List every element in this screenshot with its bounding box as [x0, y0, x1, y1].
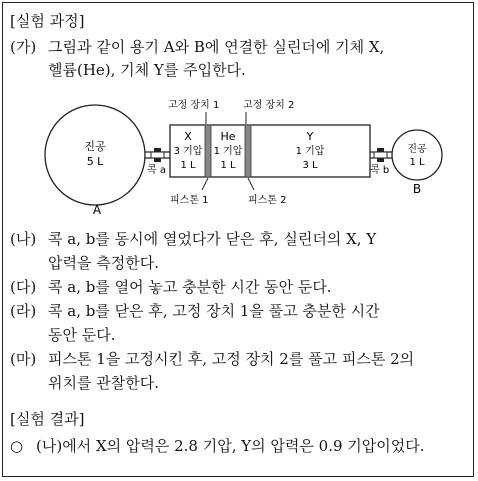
gas-y-pressure: 1 기압	[295, 146, 325, 157]
gas-y-name: Y	[306, 130, 314, 143]
step-na-line2: 압력을 측정한다.	[48, 254, 159, 272]
vessel-a-name: A	[92, 203, 102, 217]
vessel-a-label2: 5 L	[86, 155, 104, 168]
gas-x-pressure: 3 기압	[173, 146, 203, 157]
step-ra	[10, 302, 380, 320]
gas-he-name: He	[220, 130, 236, 143]
fix-1-label: 고정 장치 1	[168, 100, 220, 111]
piston-1-label: 피스톤 1	[170, 195, 209, 206]
apparatus-diagram	[0, 92, 478, 222]
procedure-heading: [실험 과정]	[10, 12, 85, 30]
valve-b-icon	[374, 148, 387, 162]
step-ma-line1: 피스톤 1을 고정시킨 후, 고정 장치 2를 풀고 피스톤 2의	[48, 350, 415, 368]
vessel-b-name: B	[412, 182, 422, 196]
step-da-line1: 콕 a, b를 열어 놓고 충분한 시간 동안 둔다.	[48, 278, 332, 296]
gas-y-volume: 3 L	[302, 160, 318, 171]
valve-b-label: 콕 b	[370, 165, 390, 176]
step-na	[10, 230, 376, 248]
result-text: (나)에서 X의 압력은 2.8 기압, Y의 압력은 0.9 기압이었다.	[36, 437, 425, 455]
step-ma-line2: 위치를 관찰한다.	[48, 374, 159, 392]
step-ra-line1: 콕 a, b를 닫은 후, 고정 장치 1을 풀고 충분한 시간	[48, 302, 380, 320]
gas-he-volume: 1 L	[220, 160, 236, 171]
step-ma	[10, 350, 414, 368]
step-da-mark: (다)	[10, 278, 37, 296]
step-na-mark: (나)	[10, 230, 37, 248]
result-heading: [실험 결과]	[10, 410, 85, 428]
step-ra-line2: 동안 둔다.	[48, 326, 116, 344]
piston-2	[245, 125, 251, 177]
valve-a-label: 콕 a	[147, 165, 166, 176]
vessel-b-label1: 진공	[407, 144, 427, 155]
gas-x-name: X	[184, 130, 192, 143]
fix-2-label: 고정 장치 2	[243, 100, 295, 111]
gas-he-pressure: 1 기압	[213, 146, 243, 157]
vessel-b	[392, 130, 442, 180]
valve-a-icon	[151, 148, 164, 162]
step-ga-line2: 헬륨(He), 기체 Y를 주입한다.	[48, 61, 246, 79]
result-bullet: ○	[10, 437, 24, 455]
step-ga	[10, 38, 384, 56]
gas-x-volume: 1 L	[180, 160, 196, 171]
piston-2-label: 피스톤 2	[248, 195, 287, 206]
piston-1	[205, 125, 211, 177]
result-line	[10, 437, 425, 455]
step-ga-mark: (가)	[10, 38, 37, 56]
step-na-line1: 콕 a, b를 동시에 열었다가 닫은 후, 실린더의 X, Y	[48, 230, 377, 248]
vessel-b-label2: 1 L	[409, 157, 425, 168]
step-ma-mark: (마)	[10, 350, 37, 368]
step-ra-mark: (라)	[10, 302, 37, 320]
step-ga-line1: 그림과 같이 용기 A와 B에 연결한 실린더에 기체 X,	[48, 38, 385, 56]
vessel-a-label1: 진공	[84, 140, 106, 153]
step-da	[10, 278, 332, 296]
